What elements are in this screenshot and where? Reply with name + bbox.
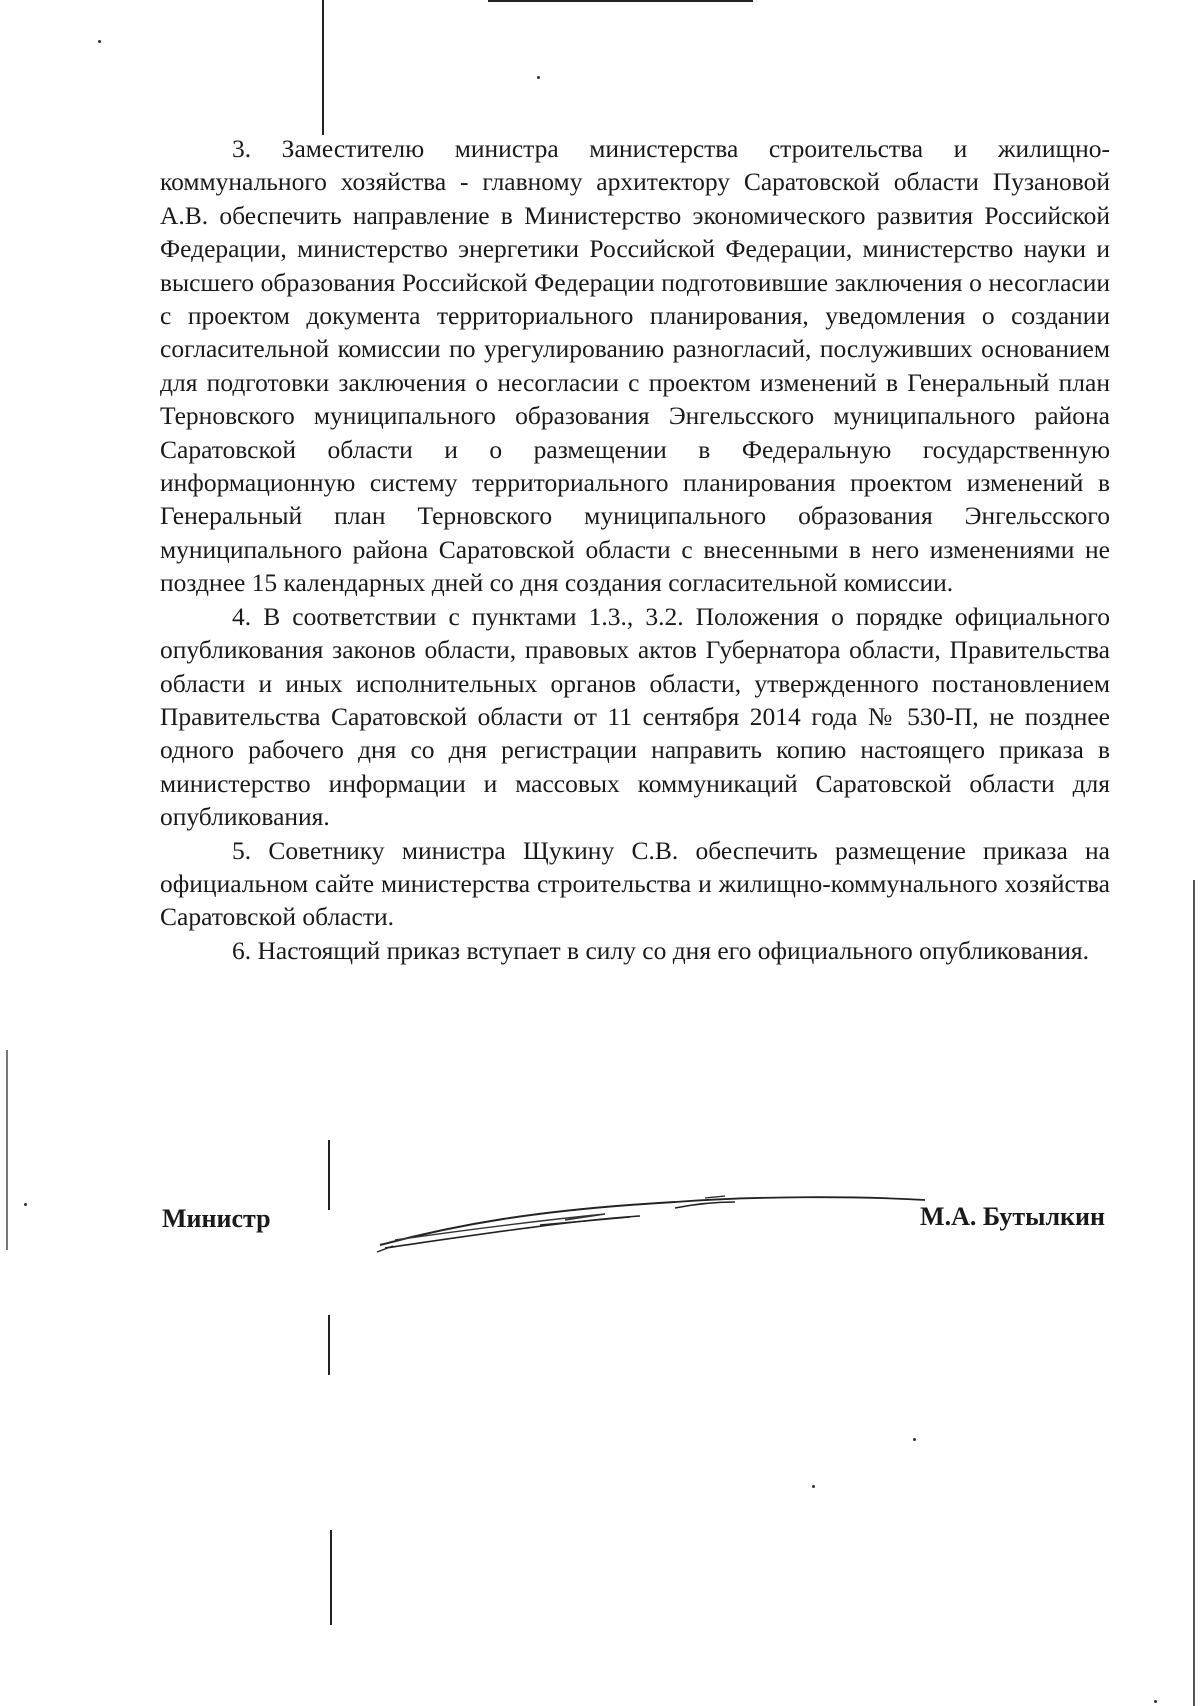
- clause-6: 6. Настоящий приказ вступает в силу со дня его официального опубликования.: [232, 935, 1089, 965]
- scan-speck: [812, 1485, 815, 1488]
- order-body: [160, 132, 1110, 967]
- signatory-title: Министр: [162, 1204, 271, 1233]
- clause-5: 5. Советнику министра Щукину С.В. обеспечить размещение приказа на официальном сайте министерства строительства и жилищно-коммунального хозяйства Саратовской области.: [160, 835, 1110, 932]
- scan-fold-line-bottom: [330, 1530, 332, 1625]
- signatory-name: М.А. Бутылкин: [920, 1202, 1105, 1231]
- scan-speck: [913, 1438, 916, 1441]
- handwritten-signature: [375, 1190, 935, 1260]
- scan-left-edge-line: [6, 1050, 8, 1250]
- scan-right-edge-line: [1193, 880, 1195, 1706]
- scan-speck: [98, 40, 101, 43]
- clause-4: 4. В соответствии с пунктами 1.3., 3.2. Положения о порядке официального опубликования законов области, правовых актов Губернатора области, Правительства области и иных исполнительных органов области, утвержденного постановлением Правительства Саратовской области от 11 сентября 2014 года № 530-П, не позднее одного рабочего дня со дня регистрации направить копию настоящего приказа в министерство информации и массовых коммуникаций Саратовской области для опубликования.: [160, 601, 1110, 832]
- scan-speck: [24, 1203, 27, 1206]
- scan-top-edge-line: [488, 0, 753, 2]
- signature-block: [160, 1190, 1105, 1270]
- scan-fold-line-lower: [328, 1315, 330, 1375]
- scan-speck: [537, 76, 540, 79]
- clause-3: 3. Заместителю министра министерства строительства и жилищно-коммунального хозяйства - главному архитектору Саратовской области Пузановой А.В. обеспечить направление в Министерство экономического развития Российской Федерации, министерство энергетики Российской Федерации, министерство науки и высшего образования Российской Федерации подготовившие заключения о несогласии с проектом документа территориального планирования, уведомления о создании согласительной комиссии по урегулированию разногласий, послуживших основанием для подготовки заключения о несогласии с проектом изменений в Генеральный план Терновского муниципального образования Энгельсского муниципального района Саратовской области и о размещении в Федеральную государственную информационную систему территориального планирования проектом изменений в Генеральный план Терновского муниципального образования Энгельсского муниципального района Саратовской области с внесенными в него изменениями не позднее 15 календарных дней со дня создания согласительной комиссии.: [160, 134, 1110, 598]
- scan-speck: [1154, 1700, 1157, 1703]
- scan-fold-line-top: [322, 0, 324, 135]
